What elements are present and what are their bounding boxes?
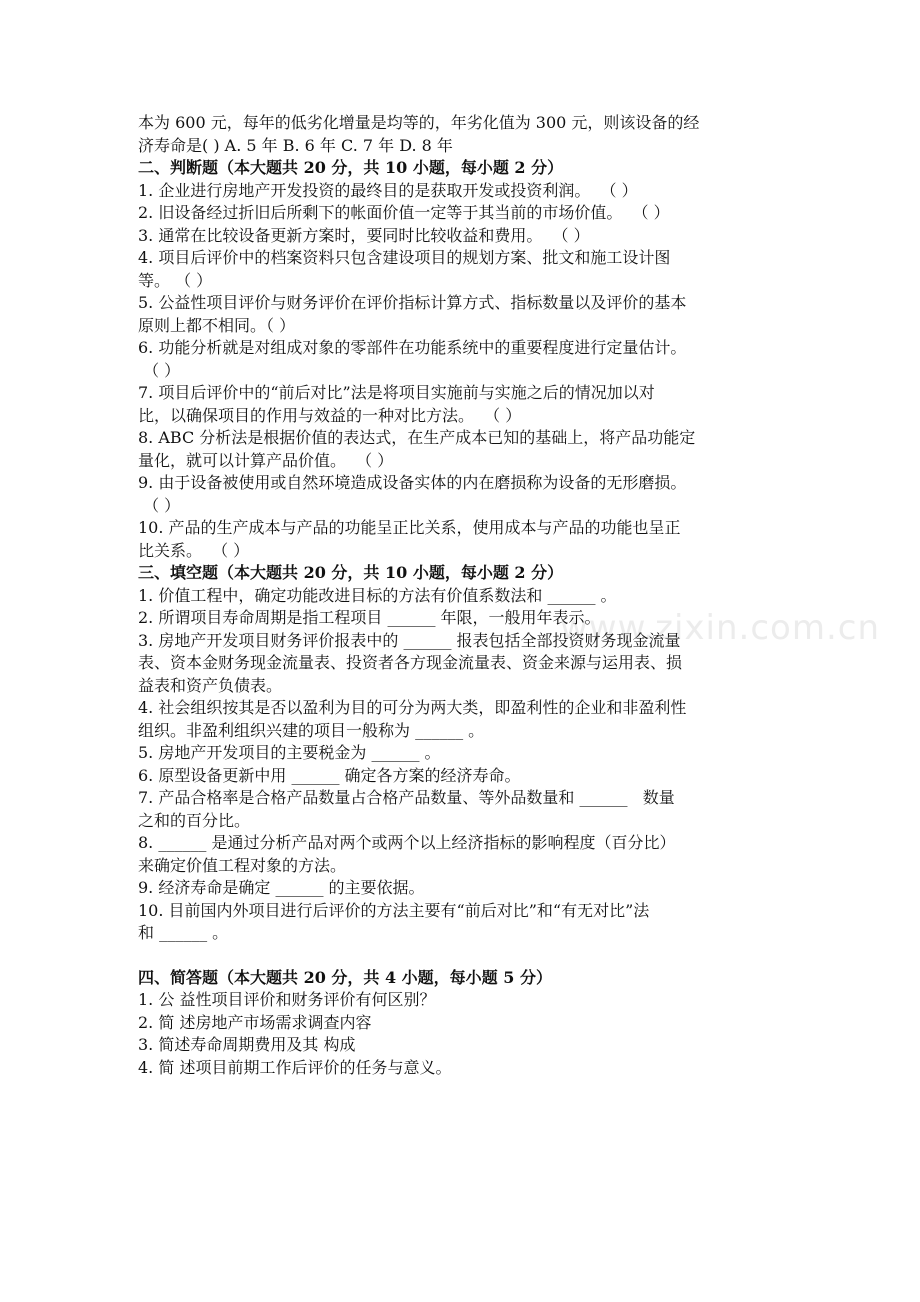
question-line: 6. 原型设备更新中用 ______ 确定各方案的经济寿命。	[138, 765, 521, 785]
question-line: 3. 简述寿命周期费用及其 构成	[138, 1035, 356, 1054]
short-answer-heading: 四、简答题（本大题共 20 分，共 4 小题，每小题 5 分）	[138, 967, 552, 987]
intro-line: 本为 600 元，每年的低劣化增量是均等的，年劣化值为 300 元，则该设备的经	[138, 113, 700, 132]
question-line: 原则上都不相同。（ ）	[138, 315, 296, 335]
intro-line: 济寿命是( ) A. 5 年 B. 6 年 C. 7 年 D. 8 年	[138, 135, 453, 155]
question-line: 2. 旧设备经过折旧后所剩下的帐面价值一定等于其当前的市场价值。 （ ）	[138, 203, 670, 222]
question-line: 1. 公 益性项目评价和财务评价有何区别？	[138, 990, 436, 1009]
question-line: 益表和资产负债表。	[138, 675, 283, 695]
question-line: 9. 经济寿命是确定 ______ 的主要依据。	[138, 878, 425, 897]
judge-heading: 二、判断题（本大题共 20 分，共 10 小题，每小题 2 分）	[138, 158, 564, 177]
question-line: 4. 简 述项目前期工作后评价的任务与意义。	[138, 1057, 452, 1077]
question-line: 比，以确保项目的作用与效益的一种对比方法。 （ ）	[138, 405, 522, 425]
question-line: 4. 社会组织按其是否以盈利为目的可分为两大类，即盈利性的企业和非盈利性	[138, 698, 687, 717]
question-line: 4. 项目后评价中的档案资料只包含建设项目的规划方案、批文和施工设计图	[138, 248, 671, 267]
question-line: 之和的百分比。	[138, 810, 251, 830]
question-line: 等。 （ ）	[138, 270, 213, 290]
question-line: 1. 价值工程中，确定功能改进目标的方法有价值系数法和 ______ 。	[138, 585, 617, 605]
question-line: （ ）	[138, 360, 181, 380]
question-line: 3. 房地产开发项目财务评价报表中的 ______ 报表包括全部投资财务现金流量	[138, 630, 681, 650]
question-line: 和 ______ 。	[138, 923, 229, 942]
question-line: 10. 产品的生产成本与产品的功能呈正比关系，使用成本与产品的功能也呈正	[138, 518, 681, 537]
question-line: 9. 由于设备被使用或自然环境造成设备实体的内在磨损称为设备的无形磨损。	[138, 473, 687, 492]
section-spacer	[138, 945, 783, 967]
intro-block	[138, 112, 783, 157]
short-answer-section	[138, 967, 783, 1080]
fill-heading: 三、填空题（本大题共 20 分，共 10 小题，每小题 2 分）	[138, 563, 564, 582]
watermark-text: www.zixin.com.cn	[560, 608, 880, 648]
question-line: 来确定价值工程对象的方法。	[138, 855, 347, 875]
question-line: 2. 简 述房地产市场需求调查内容	[138, 1012, 372, 1032]
question-line: 1. 企业进行房地产开发投资的最终目的是获取开发或投资利润。 （ ）	[138, 180, 638, 200]
question-line: 2. 所谓项目寿命周期是指工程项目 ______ 年限，一般用年表示。	[138, 608, 601, 627]
question-line: 5. 房地产开发项目的主要税金为 ______ 。	[138, 743, 441, 762]
question-line: 8. ______ 是通过分析产品对两个或两个以上经济指标的影响程度（百分比）	[138, 833, 676, 852]
question-line: 6. 功能分析就是对组成对象的零部件在功能系统中的重要程度进行定量估计。	[138, 338, 687, 357]
judge-section	[138, 157, 783, 562]
question-line: 8. ABC 分析法是根据价值的表达式，在生产成本已知的基础上，将产品功能定	[138, 428, 696, 447]
question-line: 量化，就可以计算产品价值。 （ ）	[138, 450, 394, 470]
question-line: （ ）	[138, 495, 181, 515]
question-line: 7. 产品合格率是合格产品数量占合格产品数量、等外品数量和 ______ 数量	[138, 788, 675, 807]
question-line: 表、资本金财务现金流量表、投资者各方现金流量表、资金来源与运用表、损	[138, 653, 683, 672]
question-line: 组织。非盈利组织兴建的项目一般称为 ______ 。	[138, 720, 485, 740]
question-line: 5. 公益性项目评价与财务评价在评价指标计算方式、指标数量以及评价的基本	[138, 293, 687, 312]
question-line: 7. 项目后评价中的“前后对比”法是将项目实施前与实施之后的情况加以对	[138, 383, 655, 402]
document-page	[138, 112, 783, 1079]
question-line: 10. 目前国内外项目进行后评价的方法主要有“前后对比”和“有无对比”法	[138, 900, 650, 920]
fill-section	[138, 562, 783, 945]
question-line: 比关系。 （ ）	[138, 540, 250, 560]
question-line: 3. 通常在比较设备更新方案时，要同时比较收益和费用。 （ ）	[138, 225, 590, 245]
